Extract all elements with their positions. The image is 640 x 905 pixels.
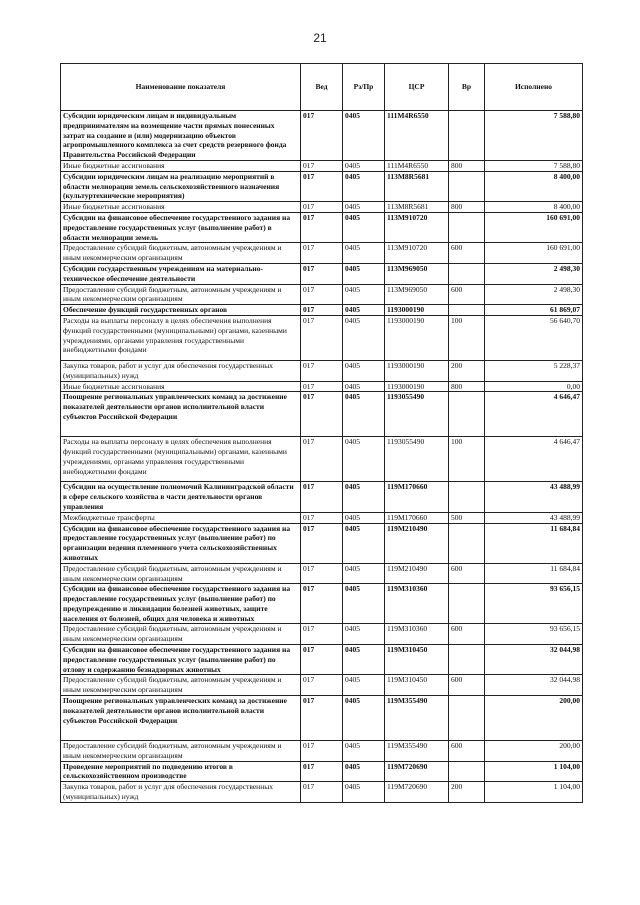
cell-vr xyxy=(449,523,485,563)
cell-executed: 43 488,99 xyxy=(485,482,583,512)
header-executed: Исполнено xyxy=(485,64,583,111)
cell-executed: 160 691,00 xyxy=(485,212,583,242)
cell-csr: 1193000190 xyxy=(385,360,449,381)
cell-csr: 119M720690 xyxy=(385,782,449,803)
cell-ved: 017 xyxy=(301,360,343,381)
cell-ved: 017 xyxy=(301,675,343,696)
table-row xyxy=(61,741,583,762)
cell-rzpr: 0405 xyxy=(343,315,385,360)
cell-ved: 017 xyxy=(301,437,343,482)
cell-vr: 600 xyxy=(449,563,485,584)
cell-vr: 200 xyxy=(449,782,485,803)
cell-rzpr: 0405 xyxy=(343,741,385,762)
header-csr: ЦСР xyxy=(385,64,449,111)
cell-csr: 1193055490 xyxy=(385,392,449,437)
cell-name: Предоставление субсидий бюджетным, автономным учреждениям и иным некоммерческим организациям xyxy=(61,563,301,584)
cell-vr: 800 xyxy=(449,381,485,392)
cell-csr: 113M910720 xyxy=(385,243,449,264)
table-row xyxy=(61,171,583,201)
cell-vr: 600 xyxy=(449,675,485,696)
cell-executed: 8 400,00 xyxy=(485,202,583,213)
table-row xyxy=(61,212,583,242)
cell-ved: 017 xyxy=(301,305,343,316)
cell-name: Предоставление субсидий бюджетным, автономным учреждениям и иным некоммерческим организациям xyxy=(61,741,301,762)
table-row xyxy=(61,782,583,803)
cell-executed: 200,00 xyxy=(485,741,583,762)
cell-name: Закупка товаров, работ и услуг для обеспечения государственных (муниципальных) нужд xyxy=(61,360,301,381)
cell-ved: 017 xyxy=(301,381,343,392)
table-row xyxy=(61,360,583,381)
cell-csr: 111M4R6550 xyxy=(385,160,449,171)
cell-vr: 200 xyxy=(449,360,485,381)
cell-executed: 5 228,37 xyxy=(485,360,583,381)
table-row xyxy=(61,584,583,624)
cell-executed: 160 691,00 xyxy=(485,243,583,264)
cell-csr: 111M4R6550 xyxy=(385,111,449,161)
cell-vr xyxy=(449,584,485,624)
cell-name: Расходы на выплаты персоналу в целях обеспечения выполнения функций государственными (муниципальными) органами, казенными учреждениями, органами управления государственными внебюджетными фондами xyxy=(61,437,301,482)
table-row xyxy=(61,624,583,645)
cell-vr: 500 xyxy=(449,512,485,523)
table-row xyxy=(61,263,583,284)
cell-rzpr: 0405 xyxy=(343,512,385,523)
cell-ved: 017 xyxy=(301,584,343,624)
cell-vr xyxy=(449,305,485,316)
cell-vr xyxy=(449,212,485,242)
cell-rzpr: 0405 xyxy=(343,305,385,316)
table-row xyxy=(61,482,583,512)
cell-vr xyxy=(449,392,485,437)
cell-vr: 600 xyxy=(449,243,485,264)
cell-ved: 017 xyxy=(301,392,343,437)
cell-executed: 93 656,15 xyxy=(485,584,583,624)
cell-executed: 2 498,30 xyxy=(485,284,583,305)
cell-rzpr: 0405 xyxy=(343,437,385,482)
table-row xyxy=(61,202,583,213)
cell-name: Поощрение региональных управленческих команд за достижение показателей деятельности органов исполнительной власти субъектов Российской Федерации xyxy=(61,696,301,741)
cell-rzpr: 0405 xyxy=(343,584,385,624)
cell-vr: 100 xyxy=(449,437,485,482)
cell-executed: 61 869,07 xyxy=(485,305,583,316)
header-rzpr: Рз/Пр xyxy=(343,64,385,111)
cell-ved: 017 xyxy=(301,696,343,741)
cell-ved: 017 xyxy=(301,263,343,284)
table-row xyxy=(61,523,583,563)
cell-rzpr: 0405 xyxy=(343,675,385,696)
cell-rzpr: 0405 xyxy=(343,696,385,741)
cell-name: Предоставление субсидий бюджетным, автономным учреждениям и иным некоммерческим организациям xyxy=(61,243,301,264)
cell-rzpr: 0405 xyxy=(343,482,385,512)
cell-name: Субсидии на финансовое обеспечение государственного задания на предоставление государственных услуг (выполнение работ) по предупреждению и ликвидации болезней животных, защите населения от болезней, общих для человека и животных xyxy=(61,584,301,624)
cell-vr: 800 xyxy=(449,160,485,171)
cell-name: Межбюджетные трансферты xyxy=(61,512,301,523)
cell-ved: 017 xyxy=(301,761,343,782)
cell-rzpr: 0405 xyxy=(343,212,385,242)
cell-rzpr: 0405 xyxy=(343,202,385,213)
cell-csr: 119M210490 xyxy=(385,563,449,584)
cell-csr: 119M355490 xyxy=(385,741,449,762)
cell-ved: 017 xyxy=(301,243,343,264)
cell-name: Иные бюджетные ассигнования xyxy=(61,381,301,392)
cell-name: Субсидии государственным учреждениям на материально-техническое обеспечение деятельности xyxy=(61,263,301,284)
cell-ved: 017 xyxy=(301,202,343,213)
header-name: Наименование показателя xyxy=(61,64,301,111)
header-vr: Вр xyxy=(449,64,485,111)
cell-name: Расходы на выплаты персоналу в целях обеспечения выполнения функций государственными (муниципальными) органами, казенными учреждениями, органами управления государственными внебюджетными фондами xyxy=(61,315,301,360)
cell-ved: 017 xyxy=(301,512,343,523)
cell-vr xyxy=(449,761,485,782)
cell-rzpr: 0405 xyxy=(343,563,385,584)
cell-rzpr: 0405 xyxy=(343,160,385,171)
cell-vr: 800 xyxy=(449,202,485,213)
cell-csr: 113M8R5681 xyxy=(385,202,449,213)
table-row xyxy=(61,305,583,316)
cell-vr xyxy=(449,645,485,675)
cell-ved: 017 xyxy=(301,523,343,563)
cell-rzpr: 0405 xyxy=(343,111,385,161)
table-row xyxy=(61,284,583,305)
table-row xyxy=(61,512,583,523)
cell-rzpr: 0405 xyxy=(343,171,385,201)
cell-executed: 4 646,47 xyxy=(485,437,583,482)
cell-executed: 93 656,15 xyxy=(485,624,583,645)
cell-csr: 1193055490 xyxy=(385,437,449,482)
cell-name: Субсидии на финансовое обеспечение государственного задания на предоставление государственных услуг (выполнение работ) по организации ведения племенного учета сельскохозяйственных животных xyxy=(61,523,301,563)
cell-csr: 119M310450 xyxy=(385,675,449,696)
cell-ved: 017 xyxy=(301,563,343,584)
cell-rzpr: 0405 xyxy=(343,523,385,563)
cell-executed: 43 488,99 xyxy=(485,512,583,523)
cell-csr: 119M210490 xyxy=(385,523,449,563)
table-row xyxy=(61,160,583,171)
cell-vr xyxy=(449,171,485,201)
cell-csr: 119M170660 xyxy=(385,512,449,523)
cell-rzpr: 0405 xyxy=(343,624,385,645)
cell-csr: 113M910720 xyxy=(385,212,449,242)
cell-executed: 8 400,00 xyxy=(485,171,583,201)
cell-vr xyxy=(449,111,485,161)
cell-executed: 11 684,84 xyxy=(485,563,583,584)
cell-csr: 119M310360 xyxy=(385,584,449,624)
header-ved: Вед xyxy=(301,64,343,111)
cell-vr: 600 xyxy=(449,741,485,762)
table-row xyxy=(61,563,583,584)
table-row xyxy=(61,437,583,482)
cell-csr: 119M355490 xyxy=(385,696,449,741)
cell-vr xyxy=(449,696,485,741)
table-row xyxy=(61,243,583,264)
cell-rzpr: 0405 xyxy=(343,243,385,264)
budget-table xyxy=(60,63,583,803)
cell-ved: 017 xyxy=(301,315,343,360)
cell-name: Субсидии юридическим лицам на реализацию мероприятий в области мелиорации земель сельскохозяйственного назначения (культуртехнические мероприятия) xyxy=(61,171,301,201)
cell-executed: 2 498,30 xyxy=(485,263,583,284)
cell-rzpr: 0405 xyxy=(343,645,385,675)
cell-ved: 017 xyxy=(301,160,343,171)
cell-executed: 1 104,00 xyxy=(485,761,583,782)
cell-name: Предоставление субсидий бюджетным, автономным учреждениям и иным некоммерческим организациям xyxy=(61,284,301,305)
cell-ved: 017 xyxy=(301,624,343,645)
cell-rzpr: 0405 xyxy=(343,263,385,284)
cell-name: Иные бюджетные ассигнования xyxy=(61,202,301,213)
cell-name: Субсидии на финансовое обеспечение государственного задания на предоставление государственных услуг (выполнение работ) по отлову и содержанию безнадзорных животных xyxy=(61,645,301,675)
cell-name: Предоставление субсидий бюджетным, автономным учреждениям и иным некоммерческим организациям xyxy=(61,624,301,645)
table-row xyxy=(61,645,583,675)
cell-ved: 017 xyxy=(301,284,343,305)
cell-ved: 017 xyxy=(301,741,343,762)
cell-ved: 017 xyxy=(301,482,343,512)
cell-rzpr: 0405 xyxy=(343,381,385,392)
cell-csr: 119M720690 xyxy=(385,761,449,782)
cell-vr: 600 xyxy=(449,624,485,645)
cell-name: Закупка товаров, работ и услуг для обеспечения государственных (муниципальных) нужд xyxy=(61,782,301,803)
cell-name: Предоставление субсидий бюджетным, автономным учреждениям и иным некоммерческим организациям xyxy=(61,675,301,696)
table-row xyxy=(61,381,583,392)
cell-name: Проведение мероприятий по подведению итогов в сельскохозяйственном производстве xyxy=(61,761,301,782)
cell-rzpr: 0405 xyxy=(343,284,385,305)
cell-csr: 113M969050 xyxy=(385,263,449,284)
cell-executed: 32 044,98 xyxy=(485,675,583,696)
cell-executed: 32 044,98 xyxy=(485,645,583,675)
cell-csr: 119M310450 xyxy=(385,645,449,675)
table-row xyxy=(61,315,583,360)
cell-vr: 100 xyxy=(449,315,485,360)
cell-ved: 017 xyxy=(301,111,343,161)
table-row xyxy=(61,696,583,741)
table-row xyxy=(61,761,583,782)
cell-ved: 017 xyxy=(301,645,343,675)
cell-csr: 113M8R5681 xyxy=(385,171,449,201)
cell-name: Иные бюджетные ассигнования xyxy=(61,160,301,171)
table-row xyxy=(61,675,583,696)
table-body xyxy=(61,111,583,803)
cell-executed: 4 646,47 xyxy=(485,392,583,437)
cell-ved: 017 xyxy=(301,782,343,803)
cell-rzpr: 0405 xyxy=(343,782,385,803)
cell-ved: 017 xyxy=(301,212,343,242)
cell-csr: 1193000190 xyxy=(385,381,449,392)
cell-name: Субсидии на осуществление полномочий Калининградской области в сфере сельского хозяйства в части деятельности органов управления xyxy=(61,482,301,512)
cell-csr: 119M310360 xyxy=(385,624,449,645)
cell-rzpr: 0405 xyxy=(343,761,385,782)
cell-csr: 113M969050 xyxy=(385,284,449,305)
cell-name: Поощрение региональных управленческих команд за достижение показателей деятельности органов исполнительной власти субъектов Российской Федерации xyxy=(61,392,301,437)
table-row xyxy=(61,111,583,161)
cell-name: Субсидии юридическим лицам и индивидуальным предпринимателям на возмещение части прямых понесенных затрат на создание и (или) модернизацию объектов агропромышленного комплекса за счет средств резервного фонда Правительства Российской Федерации xyxy=(61,111,301,161)
cell-csr: 1193000190 xyxy=(385,315,449,360)
table-row xyxy=(61,392,583,437)
cell-name: Обеспечение функций государственных органов xyxy=(61,305,301,316)
cell-executed: 11 684,84 xyxy=(485,523,583,563)
cell-rzpr: 0405 xyxy=(343,392,385,437)
cell-csr: 1193000190 xyxy=(385,305,449,316)
page-number: 21 xyxy=(313,31,327,45)
cell-name: Субсидии на финансовое обеспечение государственного задания на предоставление государственных услуг (выполнение работ) в области мелиорации земель xyxy=(61,212,301,242)
cell-executed: 1 104,00 xyxy=(485,782,583,803)
cell-vr: 600 xyxy=(449,284,485,305)
table-header-row xyxy=(61,64,583,111)
cell-executed: 0,00 xyxy=(485,381,583,392)
cell-csr: 119M170660 xyxy=(385,482,449,512)
cell-executed: 7 588,80 xyxy=(485,160,583,171)
cell-vr xyxy=(449,263,485,284)
cell-executed: 56 640,70 xyxy=(485,315,583,360)
cell-ved: 017 xyxy=(301,171,343,201)
cell-executed: 7 588,80 xyxy=(485,111,583,161)
cell-executed: 200,00 xyxy=(485,696,583,741)
cell-vr xyxy=(449,482,485,512)
cell-rzpr: 0405 xyxy=(343,360,385,381)
